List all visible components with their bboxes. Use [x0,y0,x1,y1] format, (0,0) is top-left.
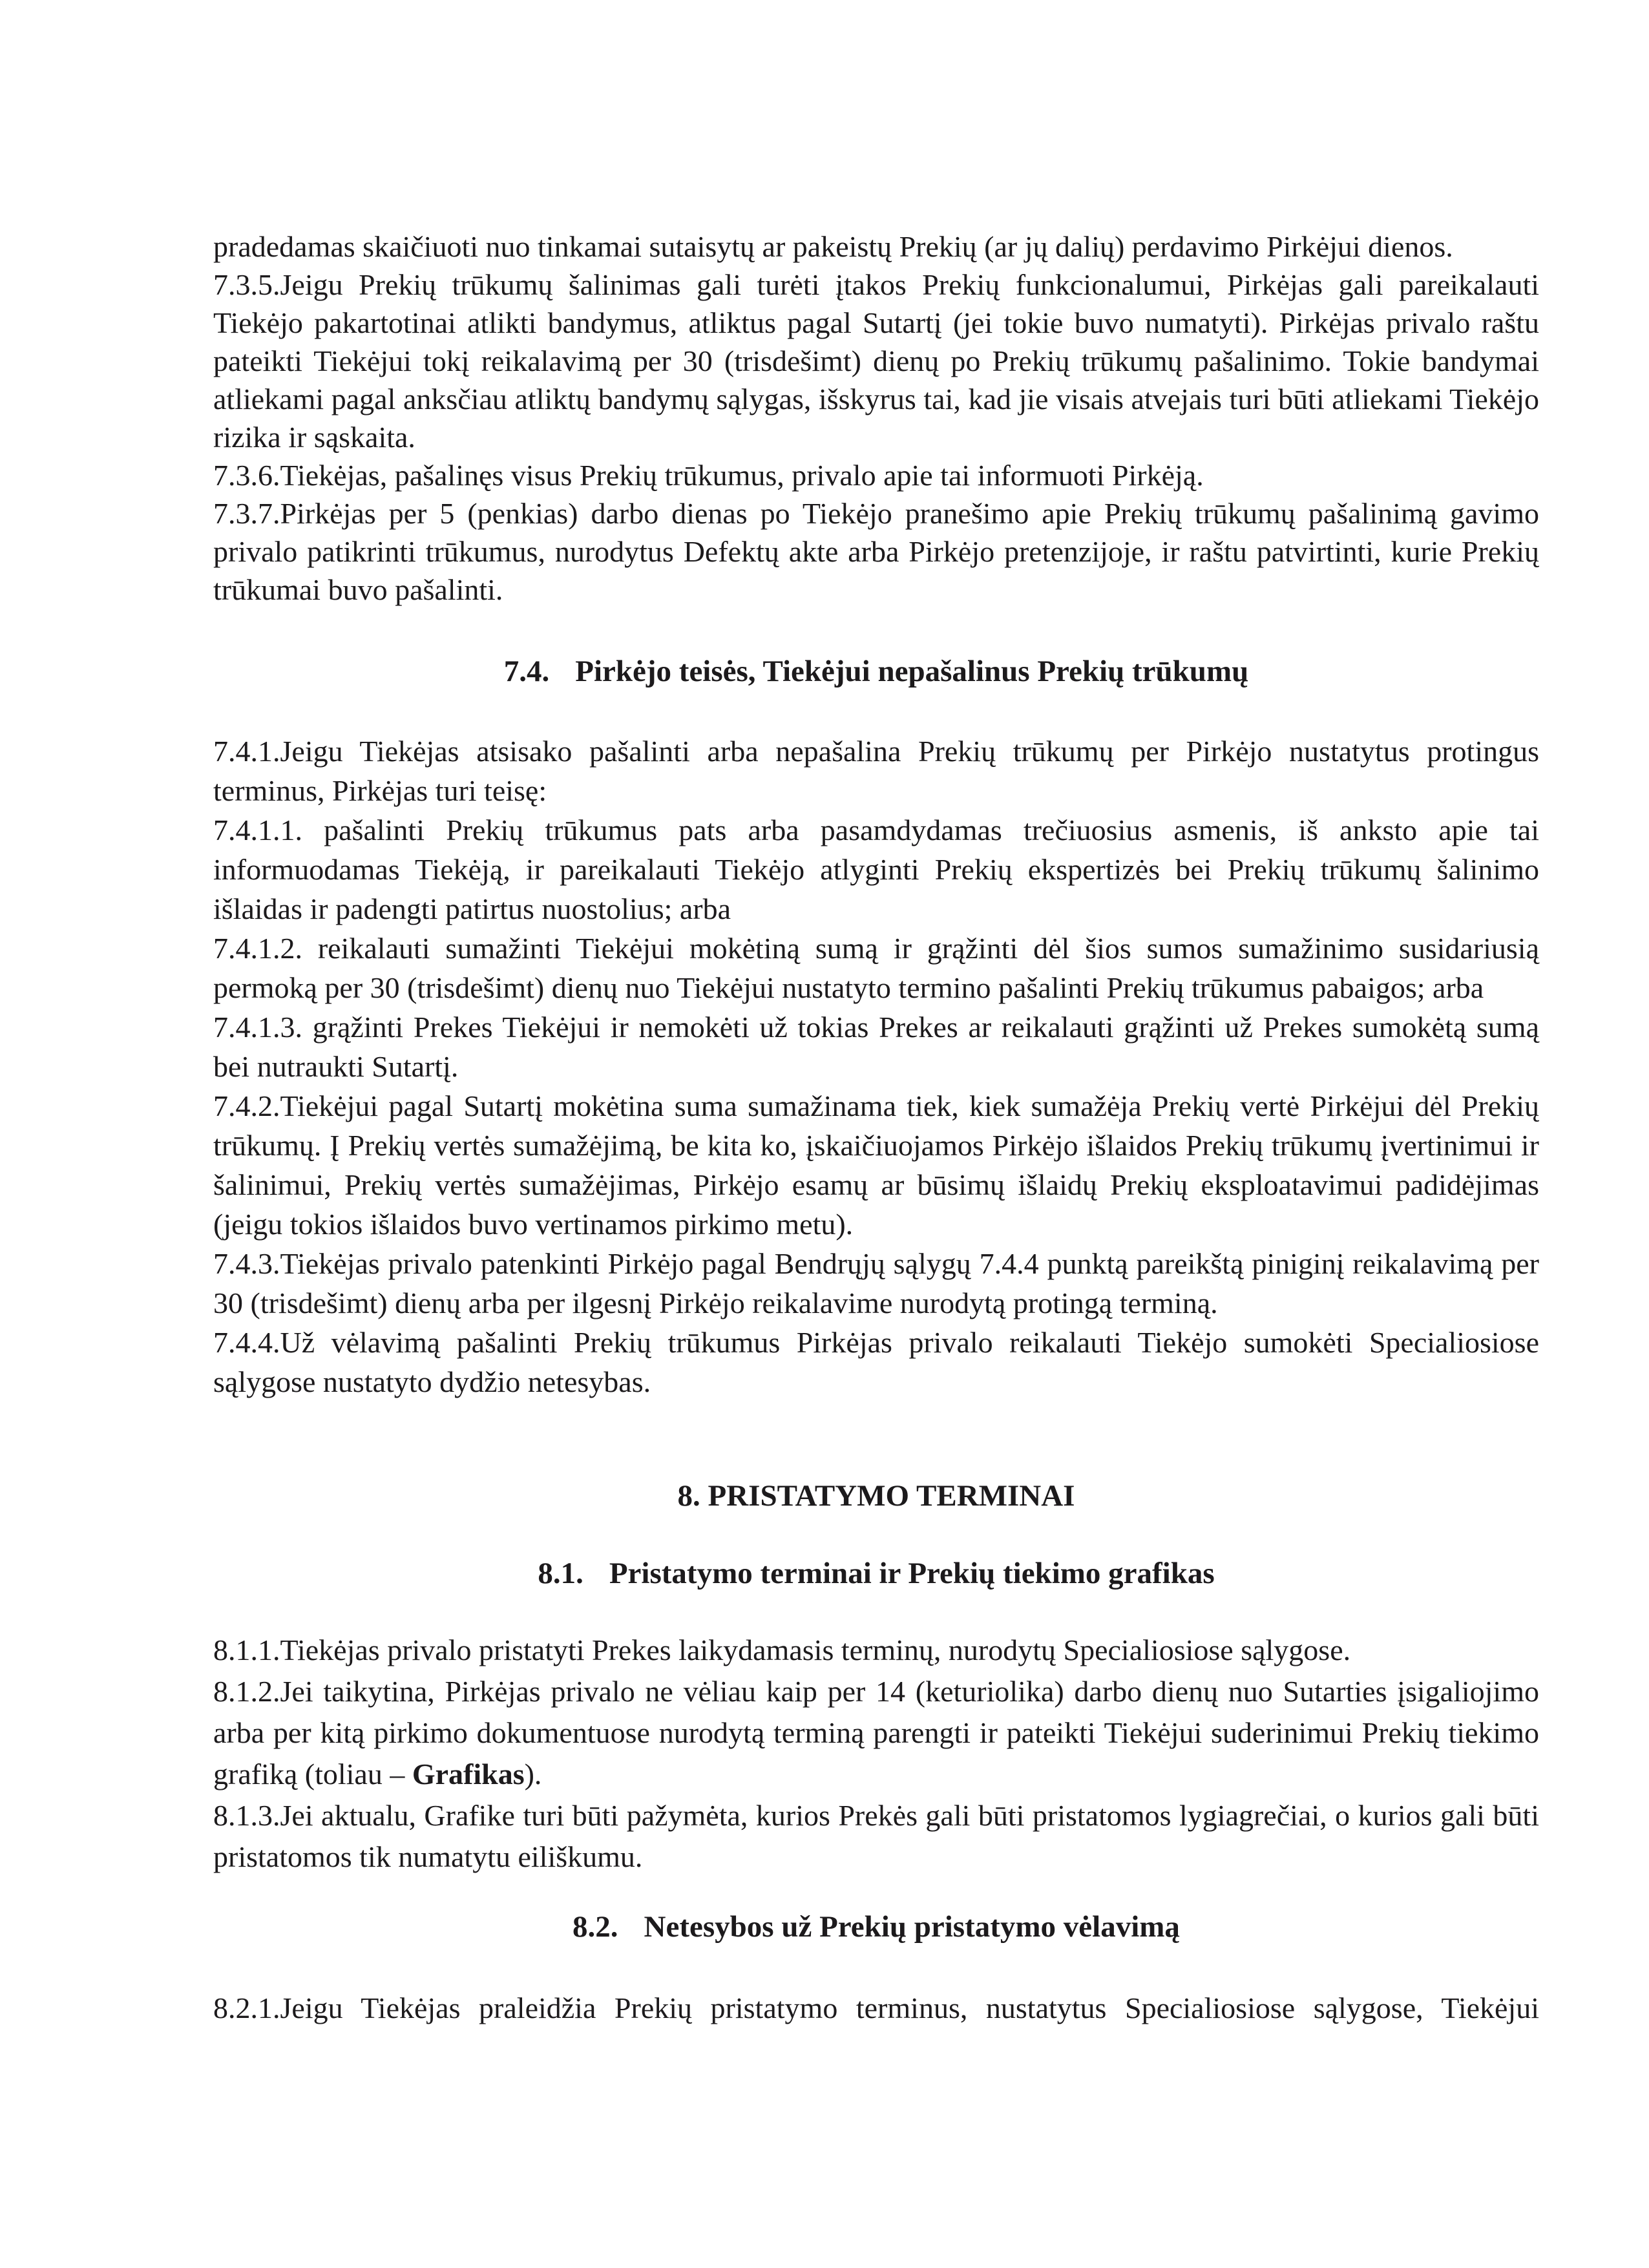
text: 8.1.2.Jei taikytina, Pirkėjas privalo ne vėliau kaip per 14 (keturiolika) darbo dienų nuo Sutarties įsigaliojimo arba per kitą pirkimo dokumentuose nurodytą terminą parengti ir pateikti Tiekėjui suderinimui Prekių tiekimo grafiką (toliau – [213,1675,1539,1790]
heading-title: Netesybos už Prekių pristatymo vėlavimą [644,1910,1180,1944]
heading-title: Pristatymo terminai ir Prekių tiekimo grafikas [609,1557,1215,1590]
defined-term: Grafikas [412,1758,525,1790]
heading-7-4 [213,654,1539,689]
paragraph-7-4-1-1: 7.4.1.1. pašalinti Prekių trūkumus pats arba pasamdydamas trečiuosius asmenis, iš anksto apie tai informuodamas Tiekėją, ir pareikalauti Tiekėjo atlyginti Prekių ekspertizės bei Prekių trūkumų šalinimo išlaidas ir padengti patirtus nuostolius; arba [213,814,1539,925]
paragraph-7-4-1-2: 7.4.1.2. reikalauti sumažinti Tiekėjui mokėtiną sumą ir grąžinti dėl šios sumos sumažinimo susidariusią permoką per 30 (trisdešimt) dienų nuo Tiekėjui nustatyto termino pašalinti Prekių trūkumus pabaigos; arba [213,932,1539,1004]
paragraph-7-4-1: 7.4.1.Jeigu Tiekėjas atsisako pašalinti arba nepašalina Prekių trūkumų per Pirkėjo nustatytus protingus terminus, Pirkėjas turi teisę: [213,735,1539,807]
paragraph-8-2-1: 8.2.1.Jeigu Tiekėjas praleidžia Prekių pristatymo terminus, nustatytus Specialiosiose sąlygose, Tiekėjui [213,1991,1539,2024]
heading-8-1 [213,1556,1539,1591]
paragraph-7-3-6: 7.3.6.Tiekėjas, pašalinęs visus Prekių trūkumus, privalo apie tai informuoti Pirkėją. [213,459,1204,492]
paragraph: pradedamas skaičiuoti nuo tinkamai sutaisytų ar pakeistų Prekių (ar jų dalių) perdavimo Pirkėjui dienos. [213,230,1453,263]
paragraph-7-4-3: 7.4.3.Tiekėjas privalo patenkinti Pirkėjo pagal Bendrųjų sąlygų 7.4.4 punktą pareikštą piniginį reikalavimą per 30 (trisdešimt) dienų arba per ilgesnį Pirkėjo reikalavime nurodytą protingą terminą. [213,1247,1539,1319]
paragraph-8-1-1: 8.1.1.Tiekėjas privalo pristatyti Prekes laikydamasis terminų, nurodytų Specialiosiose sąlygose. [213,1633,1351,1666]
heading-number: 7.4. [503,655,550,688]
paragraph-7-3-7: 7.3.7.Pirkėjas per 5 (penkias) darbo dienas po Tiekėjo pranešimo apie Prekių trūkumų pašalinimą gavimo privalo patikrinti trūkumus, nurodytus Defektų akte arba Pirkėjo pretenzijoje, ir raštu patvirtinti, kurie Prekių trūkumai buvo pašalinti. [213,497,1539,606]
paragraph-8-1-3: 8.1.3.Jei aktualu, Grafike turi būti pažymėta, kurios Prekės gali būti pristatomos lygiagrečiai, o kurios gali būti pristatomos tik numatytu eiliškumu. [213,1799,1539,1873]
text: ). [524,1758,542,1790]
heading-8-2 [213,1909,1539,1944]
section-8-1 [213,1630,1539,1878]
section-8-2 [213,1988,1539,2029]
heading-number: 8.1. [538,1557,583,1590]
section-7-3-continuation [213,227,1539,609]
paragraph-7-4-1-3: 7.4.1.3. grąžinti Prekes Tiekėjui ir nemokėti už tokias Prekes ar reikalauti grąžinti už Prekes sumokėtą sumą bei nutraukti Sutartį. [213,1011,1539,1083]
heading-8: 8. PRISTATYMO TERMINAI [677,1479,1075,1513]
section-7-4 [213,731,1539,1402]
paragraph-7-3-5: 7.3.5.Jeigu Prekių trūkumų šalinimas gali turėti įtakos Prekių funkcionalumui, Pirkėjas gali pareikalauti Tiekėjo pakartotinai atlikti bandymus, atliktus pagal Sutartį (jei tokie buvo numatyti). Pirkėjas privalo raštu pateikti Tiekėjui tokį reikalavimą per 30 (trisdešimt) dienų po Prekių trūkumų pašalinimo. Tokie bandymai atliekami pagal anksčiau atliktų bandymų sąlygas, išskyrus tai, kad jie visais atvejais turi būti atliekami Tiekėjo rizika ir sąskaita. [213,268,1539,454]
heading-number: 8.2. [572,1910,618,1944]
heading-title: Pirkėjo teisės, Tiekėjui nepašalinus Prekių trūkumų [575,655,1249,688]
paragraph-7-4-4: 7.4.4.Už vėlavimą pašalinti Prekių trūkumus Pirkėjas privalo reikalauti Tiekėjo sumokėti Specialiosiose sąlygose nustatyto dydžio netesybas. [213,1326,1539,1398]
paragraph-7-4-2: 7.4.2.Tiekėjui pagal Sutartį mokėtina suma sumažinama tiek, kiek sumažėja Prekių vertė Pirkėjui dėl Prekių trūkumų. Į Prekių vertės sumažėjimą, be kita ko, įskaičiuojamos Pirkėjo išlaidos Prekių trūkumų įvertinimui ir šalinimui, Prekių vertės sumažėjimas, Pirkėjo esamų ar būsimų išlaidų Prekių eksploatavimui padidėjimas (jeigu tokios išlaidos buvo vertinamos pirkimo metu). [213,1089,1539,1241]
paragraph-8-1-2 [213,1671,1539,1795]
